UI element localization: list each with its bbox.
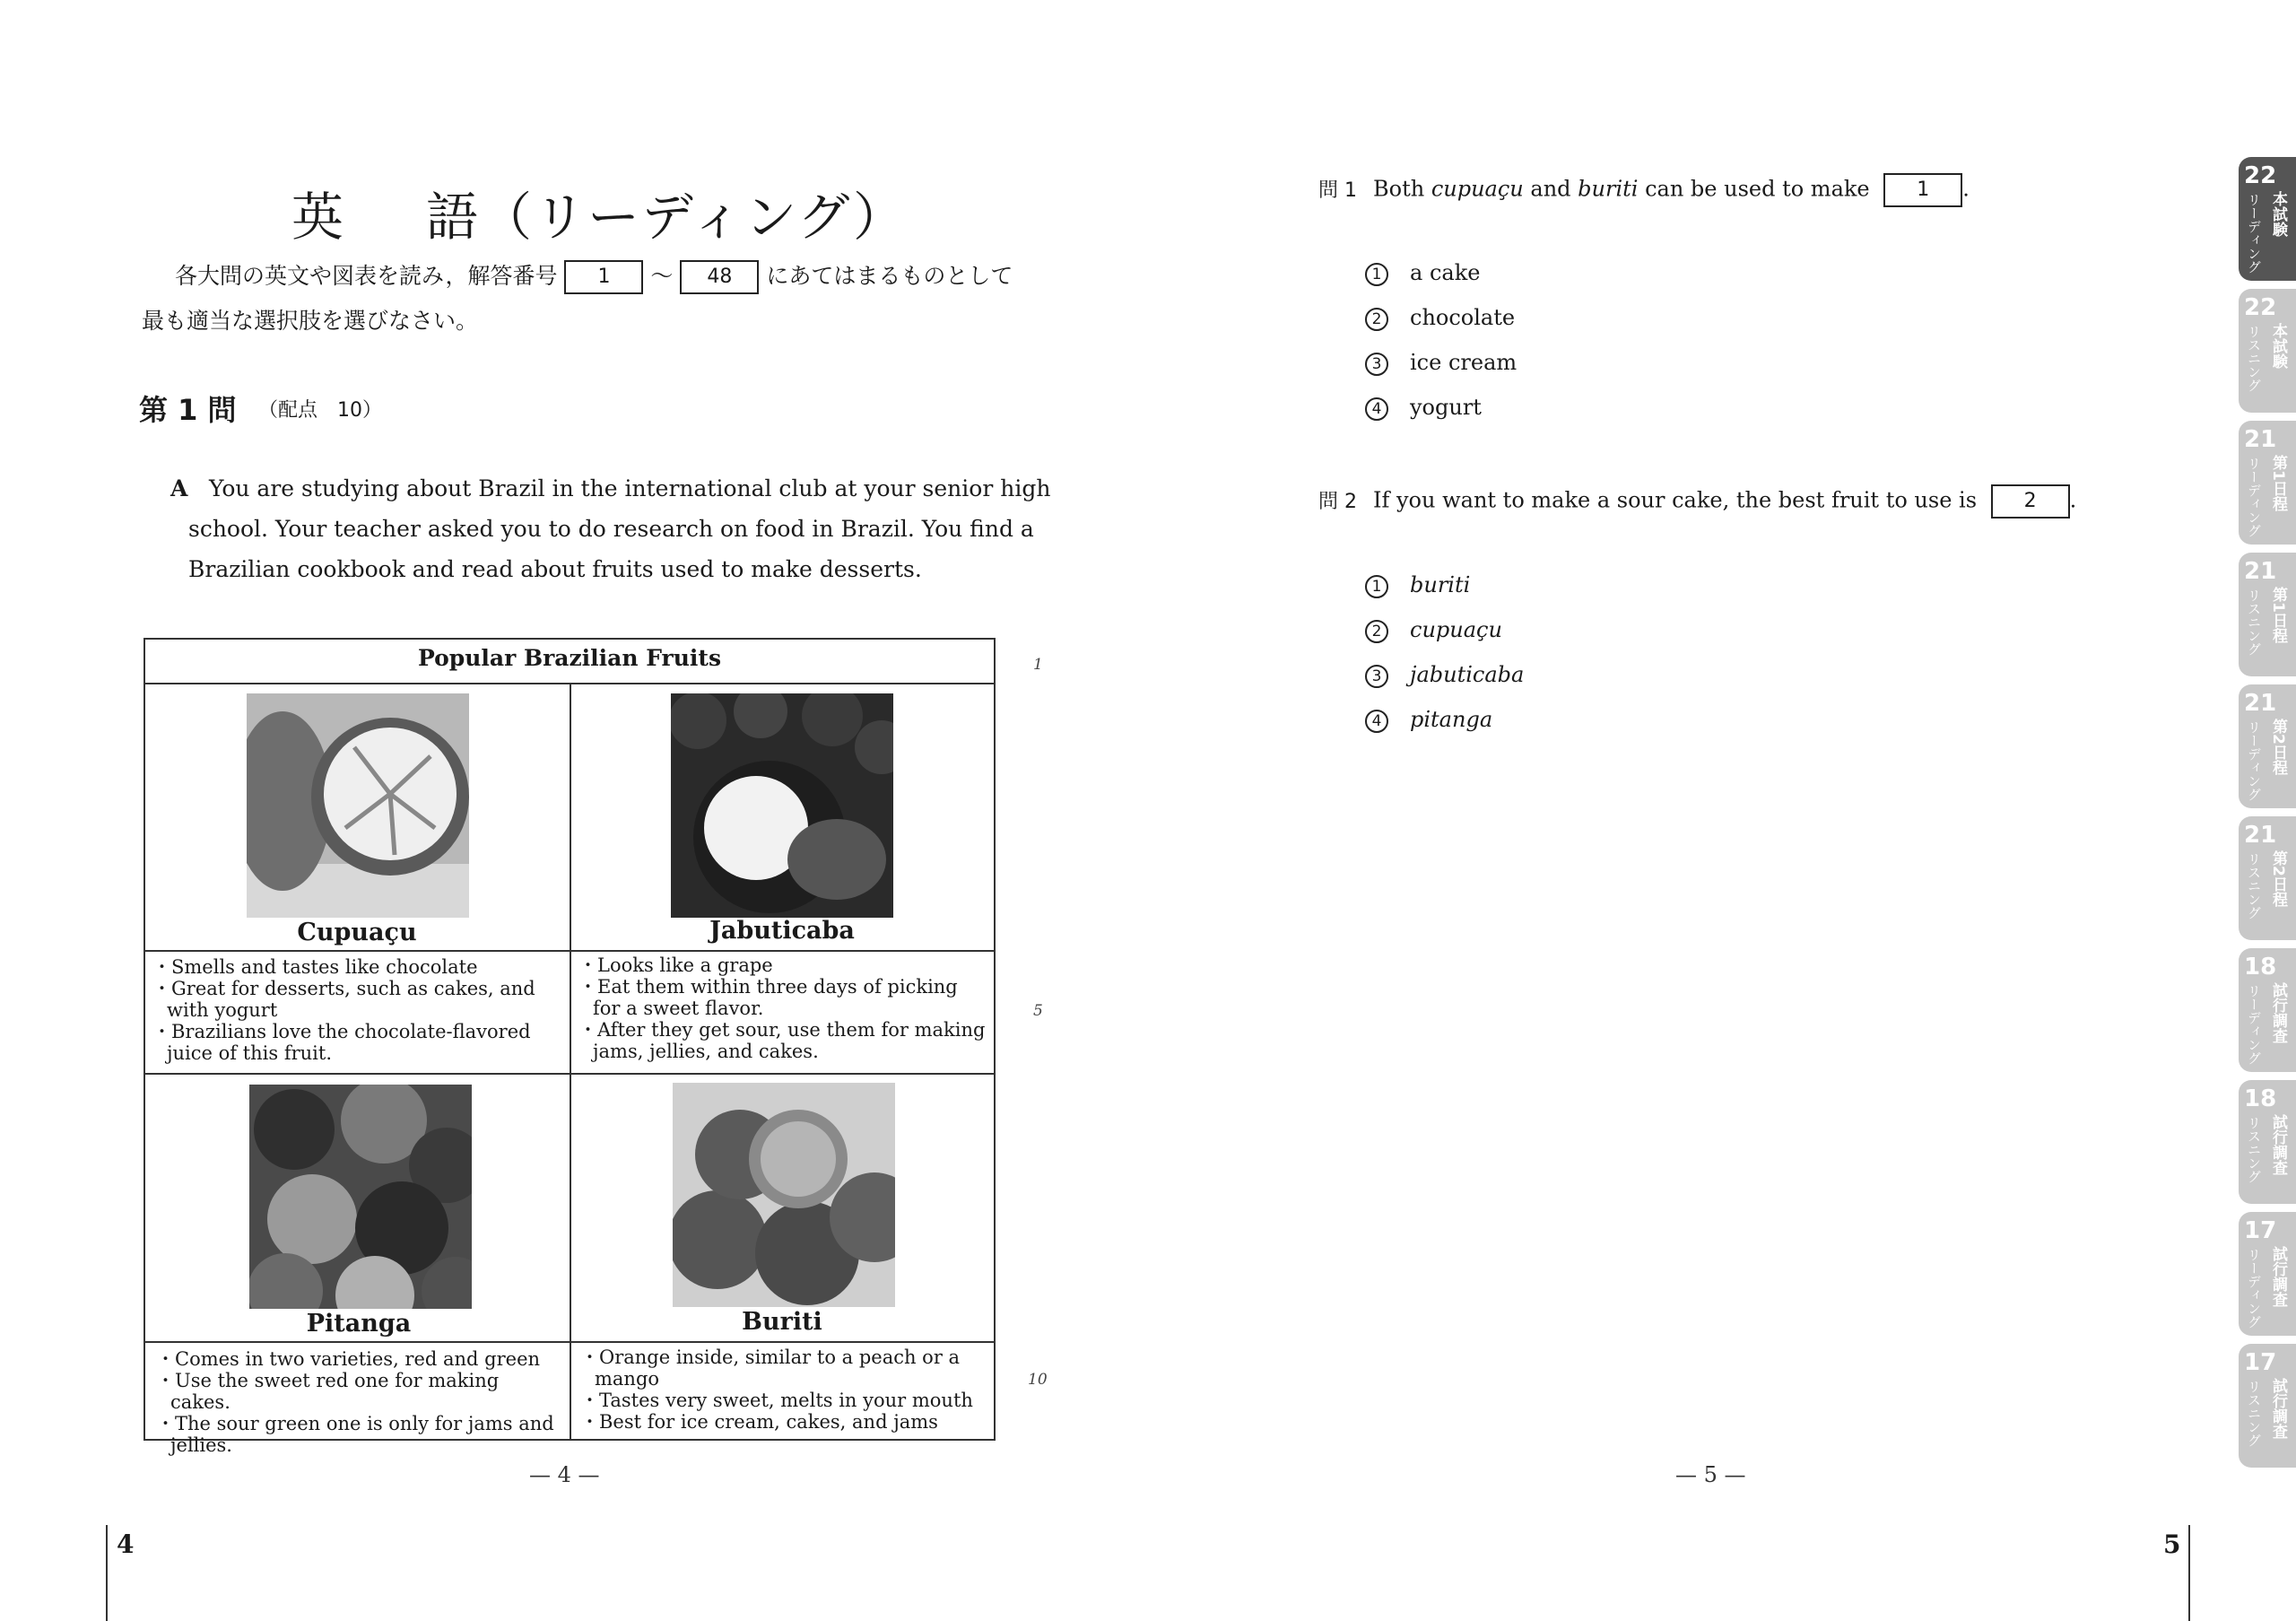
section-tab[interactable] bbox=[2239, 157, 2296, 281]
question-2-text: If you want to make a sour cake, the best fruit to use is bbox=[1373, 487, 1978, 513]
answer-box-end: 48 bbox=[680, 260, 759, 294]
tab-session: 第1日程 bbox=[2269, 455, 2287, 511]
instruction-post: にあてはまるものとして bbox=[766, 263, 1013, 289]
table-divider bbox=[144, 950, 996, 952]
jabuticaba-photo bbox=[671, 693, 893, 918]
tab-session: 試行調査 bbox=[2269, 1114, 2287, 1175]
option-item bbox=[1365, 707, 1492, 733]
answer-box-start: 1 bbox=[564, 260, 643, 294]
jabuticaba-facts bbox=[578, 954, 987, 1062]
title-part-1: 英 bbox=[291, 187, 346, 248]
fruit-name-cupuacu: Cupuaçu bbox=[297, 919, 417, 946]
question-1-word: cupuaçu bbox=[1431, 176, 1524, 202]
tab-year: 17 bbox=[2244, 1217, 2277, 1244]
instruction-pre: 各大問の英文や図表を読み，解答番号 bbox=[175, 263, 558, 289]
tab-year: 22 bbox=[2244, 294, 2277, 321]
section-tab[interactable] bbox=[2239, 1080, 2296, 1204]
option-text: yogurt bbox=[1410, 395, 1482, 420]
tab-session: 試行調査 bbox=[2269, 982, 2287, 1043]
option-item bbox=[1365, 305, 1515, 331]
cupuacu-photo bbox=[247, 693, 469, 918]
answer-box-2: 2 bbox=[1991, 484, 2070, 519]
tab-year: 21 bbox=[2244, 426, 2277, 453]
tab-kind: リスニング bbox=[2246, 1380, 2262, 1447]
tab-kind: リーディング bbox=[2246, 457, 2262, 537]
section-tab[interactable] bbox=[2239, 816, 2296, 940]
margin-rule-left bbox=[106, 1525, 108, 1621]
question-1-text: can be used to make bbox=[1638, 176, 1870, 202]
table-divider bbox=[144, 1341, 996, 1343]
question-2-label: 問 2 bbox=[1318, 490, 1357, 513]
fact-item: ・After they get sour, use them for making jams, jellies, and cakes. bbox=[578, 1019, 986, 1062]
option-number: 4 bbox=[1365, 710, 1388, 733]
tab-kind: リーディング bbox=[2246, 193, 2262, 274]
tab-session: 第2日程 bbox=[2269, 719, 2287, 775]
option-text: a cake bbox=[1410, 260, 1481, 285]
fact-item: ・Eat them within three days of picking for a sweet flavor. bbox=[578, 976, 958, 1019]
tab-year: 18 bbox=[2244, 954, 2277, 980]
question-2 bbox=[1318, 484, 2076, 519]
passage-label: A bbox=[170, 475, 188, 501]
option-text: pitanga bbox=[1410, 707, 1493, 732]
instruction-tilde: ～ bbox=[650, 263, 674, 289]
line-number: 5 bbox=[1033, 1002, 1043, 1020]
question-points: （配点 10） bbox=[258, 399, 382, 422]
option-item bbox=[1365, 662, 1524, 688]
option-number: 3 bbox=[1365, 353, 1388, 376]
option-item bbox=[1365, 617, 1502, 643]
option-number: 2 bbox=[1365, 308, 1388, 331]
fact-item: ・Smells and tastes like chocolate bbox=[152, 956, 478, 978]
option-text: jabuticaba bbox=[1410, 662, 1525, 687]
fact-item: ・Looks like a grape bbox=[578, 954, 773, 976]
option-number: 1 bbox=[1365, 263, 1388, 286]
tab-kind: リスニング bbox=[2246, 325, 2262, 392]
tab-year: 21 bbox=[2244, 690, 2277, 717]
corner-page-number-left: 4 bbox=[117, 1529, 135, 1559]
fruit-table bbox=[144, 638, 996, 1456]
pitanga-facts bbox=[156, 1348, 564, 1456]
tab-kind: リーディング bbox=[2246, 984, 2262, 1065]
page-footer-left: — 4 — bbox=[529, 1462, 600, 1487]
tab-kind: リスニング bbox=[2246, 852, 2262, 919]
table-divider bbox=[570, 683, 571, 1441]
option-item bbox=[1365, 350, 1517, 376]
question-1-text: and bbox=[1523, 176, 1578, 202]
pitanga-photo bbox=[249, 1085, 472, 1309]
title-part-2: 語（リーディング） bbox=[426, 187, 907, 248]
tab-year: 21 bbox=[2244, 558, 2277, 585]
tab-session: 試行調査 bbox=[2269, 1246, 2287, 1307]
option-text: buriti bbox=[1410, 572, 1471, 597]
option-text: ice cream bbox=[1410, 350, 1518, 375]
tab-kind: リーディング bbox=[2246, 1248, 2262, 1329]
question-heading: 第 1 問 bbox=[139, 393, 237, 427]
tab-session: 試行調査 bbox=[2269, 1378, 2287, 1439]
fruit-name-jabuticaba: Jabuticaba bbox=[709, 917, 855, 945]
option-text: cupuaçu bbox=[1410, 617, 1502, 642]
tab-year: 18 bbox=[2244, 1085, 2277, 1112]
buriti-photo bbox=[673, 1083, 895, 1307]
fruit-name-pitanga: Pitanga bbox=[306, 1310, 412, 1338]
table-divider bbox=[144, 1073, 996, 1075]
question-1 bbox=[1318, 173, 1970, 207]
option-item bbox=[1365, 572, 1470, 598]
corner-page-number-right: 5 bbox=[2163, 1529, 2181, 1559]
tab-kind: リスニング bbox=[2246, 588, 2262, 656]
fact-item: ・Tastes very sweet, melts in your mouth bbox=[580, 1390, 973, 1411]
option-text: chocolate bbox=[1410, 305, 1516, 330]
line-number: 1 bbox=[1033, 656, 1043, 674]
tab-session: 本試験 bbox=[2269, 323, 2287, 369]
option-number: 4 bbox=[1365, 397, 1388, 421]
section-tab[interactable] bbox=[2239, 553, 2296, 676]
page-title bbox=[291, 175, 907, 250]
tab-year: 22 bbox=[2244, 162, 2277, 189]
question-1-period: . bbox=[1962, 176, 1970, 202]
section-tab[interactable] bbox=[2239, 1344, 2296, 1468]
fact-item: ・Use the sweet red one for making cakes. bbox=[156, 1370, 500, 1413]
option-item bbox=[1365, 260, 1480, 286]
passage-line-3: Brazilian cookbook and read about fruits used to make desserts. bbox=[188, 556, 922, 582]
tab-session: 第1日程 bbox=[2269, 587, 2287, 643]
table-title: Popular Brazilian Fruits bbox=[417, 645, 722, 671]
fact-item: ・Best for ice cream, cakes, and jams bbox=[580, 1411, 938, 1433]
cupuacu-facts bbox=[152, 956, 561, 1064]
fruit-name-buriti: Buriti bbox=[742, 1308, 822, 1336]
tab-session: 本試験 bbox=[2269, 191, 2287, 237]
section-tab[interactable] bbox=[2239, 289, 2296, 413]
passage-line-2: school. Your teacher asked you to do research on food in Brazil. You find a bbox=[188, 516, 1034, 542]
fact-item: ・Orange inside, similar to a peach or a mango bbox=[580, 1346, 961, 1390]
question-1-label: 問 1 bbox=[1318, 179, 1357, 202]
section-tab[interactable] bbox=[2239, 684, 2296, 808]
option-number: 3 bbox=[1365, 665, 1388, 688]
fact-item: ・The sour green one is only for jams and jellies. bbox=[156, 1413, 554, 1456]
option-item bbox=[1365, 395, 1482, 421]
section-tab[interactable] bbox=[2239, 948, 2296, 1072]
instruction-line-2: 最も適当な選択肢を選びなさい。 bbox=[142, 308, 479, 334]
tab-kind: リスニング bbox=[2246, 1116, 2262, 1183]
fact-item: ・Comes in two varieties, red and green bbox=[156, 1348, 541, 1370]
buriti-facts bbox=[580, 1346, 988, 1433]
page-footer-right: — 5 — bbox=[1675, 1462, 1746, 1487]
tab-session: 第2日程 bbox=[2269, 850, 2287, 907]
question-1-word: buriti bbox=[1578, 176, 1639, 202]
question-1-text: Both bbox=[1373, 176, 1431, 202]
passage-line-1: You are studying about Brazil in the international club at your senior high bbox=[209, 475, 1051, 501]
line-number: 10 bbox=[1028, 1371, 1048, 1389]
section-tab[interactable] bbox=[2239, 421, 2296, 545]
option-number: 1 bbox=[1365, 575, 1388, 598]
tab-year: 21 bbox=[2244, 822, 2277, 849]
instructions bbox=[175, 258, 1013, 294]
tab-year: 17 bbox=[2244, 1349, 2277, 1376]
margin-rule-right bbox=[2188, 1525, 2190, 1621]
question-2-period: . bbox=[2069, 487, 2077, 513]
fact-item: ・Great for desserts, such as cakes, and with yogurt bbox=[152, 978, 535, 1021]
option-number: 2 bbox=[1365, 620, 1388, 643]
fact-item: ・Brazilians love the chocolate-flavored juice of this fruit. bbox=[152, 1021, 531, 1064]
tab-kind: リーディング bbox=[2246, 720, 2262, 801]
section-tab[interactable] bbox=[2239, 1212, 2296, 1336]
answer-box-1: 1 bbox=[1883, 173, 1962, 207]
